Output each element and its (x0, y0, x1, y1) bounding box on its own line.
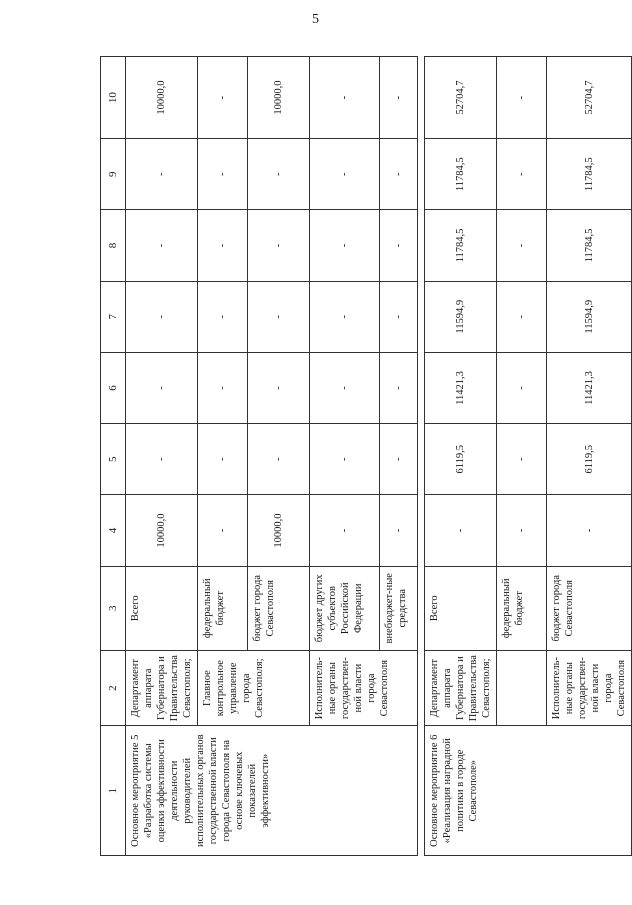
header-col-5: 5 (101, 424, 126, 495)
header-col-4: 4 (101, 495, 126, 566)
executor-cell: Главное контрольное управление города Севастополя; (198, 650, 310, 726)
value-cell: 6119,5 (425, 424, 497, 495)
executor-cell: Департамент аппарата Губернатора и Правительства Севастополя; (126, 650, 198, 726)
value-cell: 6119,5 (547, 424, 632, 495)
value-cell: 11784,5 (547, 210, 632, 281)
rotated-table-container (100, 56, 627, 856)
executor-cell (497, 650, 547, 726)
value-cell: - (198, 281, 248, 352)
value-cell: - (126, 139, 198, 210)
value-cell: - (380, 424, 418, 495)
value-cell: - (248, 352, 310, 423)
value-cell: - (380, 139, 418, 210)
value-cell: - (425, 495, 497, 566)
value-cell: - (497, 424, 547, 495)
value-cell: - (248, 210, 310, 281)
value-cell: - (380, 210, 418, 281)
source-cell: бюджет других субъектов Российской Федерации (310, 566, 380, 650)
executor-cell: Департамент аппарата Губернатора и Правительства Севастополя; (425, 650, 497, 726)
value-cell: - (310, 352, 380, 423)
value-cell: 10000,0 (126, 495, 198, 566)
value-cell: - (310, 495, 380, 566)
header-col-3: 3 (101, 566, 126, 650)
value-cell: - (497, 210, 547, 281)
source-cell: бюджет города Севастополя (248, 566, 310, 650)
header-col-2: 2 (101, 650, 126, 726)
value-cell: - (497, 495, 547, 566)
table-row (425, 57, 497, 856)
value-cell: - (248, 424, 310, 495)
source-cell: внебюджет-ные средства (380, 566, 418, 650)
value-cell: - (198, 210, 248, 281)
value-cell: - (380, 352, 418, 423)
value-cell: - (497, 57, 547, 139)
value-cell: 11421,3 (547, 352, 632, 423)
value-cell: 11784,5 (547, 139, 632, 210)
page-number: 5 (312, 12, 319, 27)
value-cell: - (198, 57, 248, 139)
source-cell: Всего (126, 566, 198, 650)
header-col-8: 8 (101, 210, 126, 281)
value-cell: - (310, 281, 380, 352)
value-cell: - (198, 495, 248, 566)
value-cell: 10000,0 (248, 57, 310, 139)
value-cell: - (126, 424, 198, 495)
header-col-7: 7 (101, 281, 126, 352)
header-row (101, 57, 126, 856)
value-cell: - (380, 281, 418, 352)
value-cell: - (380, 57, 418, 139)
header-col-6: 6 (101, 352, 126, 423)
value-cell: - (198, 352, 248, 423)
value-cell: - (497, 281, 547, 352)
value-cell: 11784,5 (425, 139, 497, 210)
executor-cell: Исполнитель-ные органы государствен-ной власти города Севастополя (310, 650, 418, 726)
value-cell: - (126, 281, 198, 352)
value-cell: - (248, 281, 310, 352)
source-cell: федеральный бюджет (198, 566, 248, 650)
header-col-10: 10 (101, 57, 126, 139)
value-cell: 10000,0 (126, 57, 198, 139)
value-cell: - (198, 139, 248, 210)
table-row (126, 57, 198, 856)
value-cell: - (310, 424, 380, 495)
value-cell: 11594,9 (547, 281, 632, 352)
value-cell: - (248, 139, 310, 210)
source-cell: Всего (425, 566, 497, 650)
value-cell: - (310, 139, 380, 210)
value-cell: 52704,7 (547, 57, 632, 139)
measure-cell: Основное мероприятие 5 «Разработка системы оценки эффективности деятельности руководителей исполнительных органов государственной власти города Севастополя на основе ключевых показателей эффективности» (126, 726, 418, 856)
value-cell: - (497, 352, 547, 423)
measure-cell: Основное мероприятие 6 «Реализация наградной политики в городе Севастополе» (425, 726, 632, 856)
funding-table (100, 56, 632, 856)
value-cell: - (310, 57, 380, 139)
header-col-1: 1 (101, 726, 126, 856)
header-col-9: 9 (101, 139, 126, 210)
executor-cell: Исполнитель-ные органы государствен-ной власти города Севастополя (547, 650, 632, 726)
value-cell: - (380, 495, 418, 566)
value-cell: 11421,3 (425, 352, 497, 423)
value-cell: - (310, 210, 380, 281)
value-cell: 10000,0 (248, 495, 310, 566)
value-cell: 52704,7 (425, 57, 497, 139)
value-cell: - (547, 495, 632, 566)
source-cell: бюджет города Севастополя (547, 566, 632, 650)
value-cell: 11784,5 (425, 210, 497, 281)
block-separator (418, 57, 425, 856)
source-cell: федеральный бюджет (497, 566, 547, 650)
value-cell: - (198, 424, 248, 495)
value-cell: 11594,9 (425, 281, 497, 352)
value-cell: - (126, 352, 198, 423)
value-cell: - (497, 139, 547, 210)
value-cell: - (126, 210, 198, 281)
